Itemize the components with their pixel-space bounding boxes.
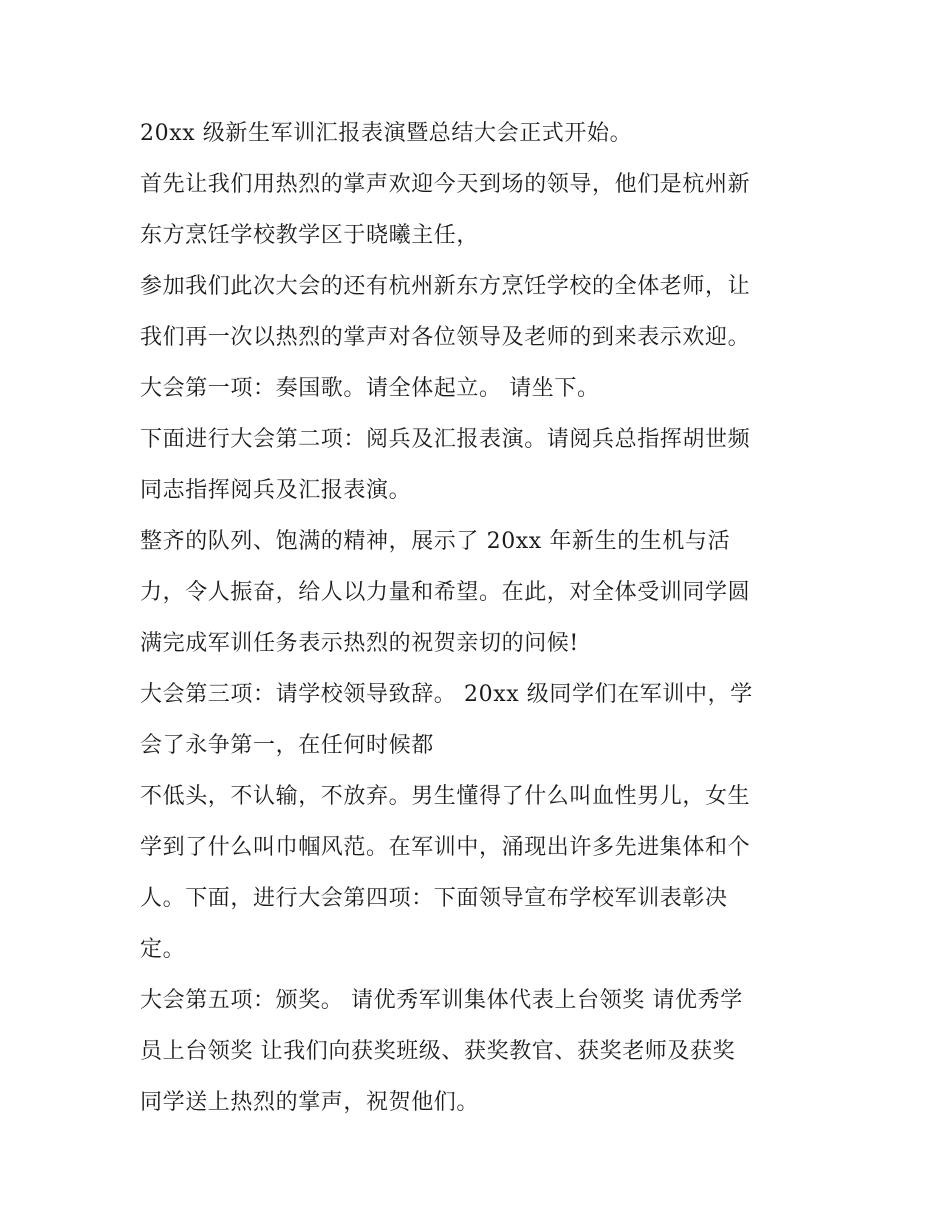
text-line: 下面进行大会第二项：阅兵及汇报表演。请阅兵总指挥胡世频: [140, 427, 751, 452]
text-line: 定。: [140, 937, 186, 962]
text-line: 整齐的队列、饱满的精神，展示了 20xx 年新生的生机与活: [140, 529, 731, 554]
text-line: 大会第三项：请学校领导致辞。 20xx 级同学们在军训中，学: [140, 682, 753, 707]
text-line: 大会第五项：颁奖。 请优秀军训集体代表上台领奖 请优秀学: [140, 988, 743, 1013]
text-line: 20xx 级新生军训汇报表演暨总结大会正式开始。: [140, 121, 633, 146]
text-line: 力，令人振奋，给人以力量和希望。在此，对全体受训同学圆: [140, 580, 751, 605]
text-line: 我们再一次以热烈的掌声对各位领导及老师的到来表示欢迎。: [140, 325, 751, 350]
text-line: 员上台领奖 让我们向获奖班级、获奖教官、获奖老师及获奖: [140, 1039, 736, 1064]
text-line: 满完成军训任务表示热烈的祝贺亲切的问候!: [140, 631, 579, 656]
text-line: 同志指挥阅兵及汇报表演。: [140, 478, 412, 503]
text-line: 学到了什么叫巾帼风范。在军训中，涌现出许多先进集体和个: [140, 835, 751, 860]
document-body: [140, 108, 820, 1128]
text-line: 同学送上热烈的掌声，祝贺他们。: [140, 1090, 480, 1115]
text-line: 不低头，不认输，不放弃。男生懂得了什么叫血性男儿，女生: [140, 784, 751, 809]
text-line: 人。下面，进行大会第四项：下面领导宣布学校军训表彰决: [140, 886, 728, 911]
text-line: 大会第一项：奏国歌。请全体起立。 请坐下。: [140, 376, 600, 401]
text-line: 会了永争第一，在任何时候都: [140, 733, 434, 758]
text-line: 东方烹饪学校教学区于晓曦主任，: [140, 223, 480, 248]
text-line: 首先让我们用热烈的掌声欢迎今天到场的领导，他们是杭州新: [140, 172, 751, 197]
text-line: 参加我们此次大会的还有杭州新东方烹饪学校的全体老师，让: [140, 274, 751, 299]
